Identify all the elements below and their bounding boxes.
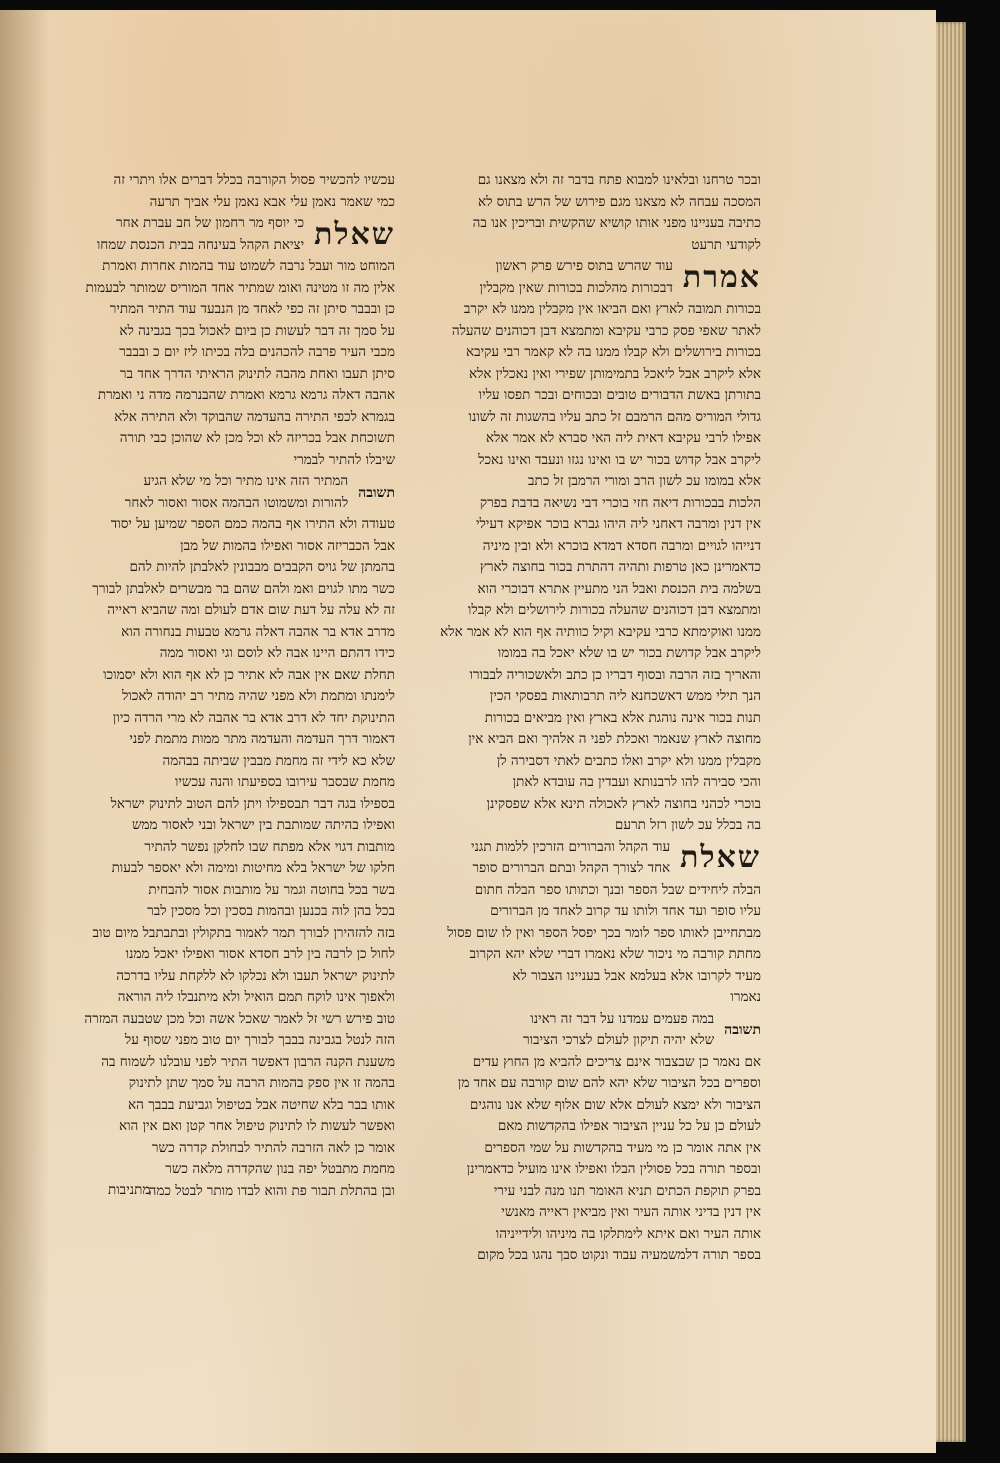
text-line: לאתר שאפי פסק כרבי עקיבא ומתמצא דבן דכוהנים שהעלה bbox=[451, 322, 761, 339]
text-line: לקודעי תרעט bbox=[691, 236, 761, 253]
text-line: מותבות דגוי אלא מפתח שבו לחלקן נפשר להתיר bbox=[144, 838, 395, 855]
left-answer-heading-row bbox=[60, 471, 395, 514]
text-line: לימנתו ומתמת ולא מפני שהיה מתיר רב יהודה לאכול bbox=[121, 688, 395, 704]
left-column bbox=[60, 170, 395, 1202]
text-line: עוד הקהל והברורים הזרכין ללמות תגני bbox=[470, 838, 671, 855]
text-line: ממנו ואוקימתא כרבי עקיבא וקיל כוותיה אף הוא לא אמר אלא bbox=[440, 623, 761, 640]
text-line: אין דנין ומרבה דאחני ליה היהו גברא בוכר אפיקא דעילי bbox=[475, 516, 761, 532]
text-line: גדולי המוריס מהם הרמבם זל כתב עליו בהשגות זה לשונו bbox=[468, 408, 761, 425]
text-line: וספרים בכל הציבור שלא יהא להם שום קורבה עם אחד מן bbox=[457, 1075, 761, 1091]
text-line: מדרב אדא בר אהבה דאלה גרמא טבעות בנחורה הוא bbox=[121, 623, 395, 640]
text-line: סיתן תעבו ואחת מהבה לתינוק הראיתי הדרך אחד בר bbox=[119, 365, 395, 382]
text-line: אותה העיר ואם איתא לימתלקו בה מיניהו ולידייניהו bbox=[495, 1225, 761, 1242]
text-line: דאמור דרך העדמה והעדמה מתר ממות מתמת לפני bbox=[129, 731, 395, 747]
question-heading-row bbox=[433, 837, 761, 880]
text-line: ומתמצא דבן דכוהנים שהעלה בכורות לירושלים ולא קבלו bbox=[467, 602, 761, 618]
text-line: בשר בכל בחוטה וגמר על מותבות אסור להבחית bbox=[148, 881, 395, 898]
text-line: התינוקת יחד לא דרב אדא בר אהבה לא מרי הרדה כיון bbox=[112, 709, 395, 726]
text-line: יציאת הקהל בעינחה בבית הכנסת שמחו bbox=[96, 236, 305, 253]
answer-label: תשובה bbox=[724, 1022, 761, 1039]
text-line: ובן בהתלת תבור פת והוא לבדו מותר לבטל כמה bbox=[148, 1182, 395, 1199]
text-line: שיבלו להתיר לבמרי bbox=[293, 451, 395, 468]
text-line: כתיבה בעניינו מפני אותו קושיא שהקשית ובריכין אנו בה bbox=[472, 215, 761, 231]
left-body bbox=[60, 256, 395, 471]
text-line: אם נאמר כן שבצבור אינם צריכים להביא מן החוץ עדים bbox=[472, 1053, 761, 1070]
text-line: בוכרי לכהני בחוצה לארץ לאכולה תינא אלא שפסקינן bbox=[486, 795, 761, 812]
text-line: אלא במומו עכ לשון הרב ומורי הרמבן זל כתב bbox=[527, 473, 761, 489]
text-line: והאריך בזה הרבה ובסוף דבריו כן כתב ולאשכוריה לבבורו bbox=[469, 666, 761, 683]
text-line: כשר מתו לגוים ואמ ולהם שהם בר מבשרים לאלבתן לבורך bbox=[92, 580, 395, 597]
text-line: עליו סופר ועד אחד ולותו עד קרוב לאחד מן הברורים bbox=[490, 903, 761, 919]
text-line: ליקרב אבל קדוש בכור יש בו ואינו נגזו ונעבד ואינו נאכל bbox=[478, 451, 761, 468]
text-line: הבלה ליחידים שבל הספר ובנך וכתותו ספר הבלה חתום bbox=[474, 881, 761, 898]
text-line: אבל הכבריזה אסור ואפילו בהמות של מבן bbox=[180, 537, 395, 554]
text-line: מעיד לקרובו אלא בעלמא אבל בעניינו הצבור לא bbox=[512, 967, 761, 984]
text-line: אלא ליקרב אבל ליאכל בתמימותן שפירי ואין נאכלין אלא bbox=[468, 365, 761, 382]
text-line: אותו בבר בלא שחיטה אבל בטיפול וגביעת בבבך הא bbox=[128, 1096, 395, 1113]
text-line: אין אתה אומר כן מי מעיד בהקדשות על שמי הספרים bbox=[484, 1139, 761, 1156]
text-line: מחתת קורבה מי ניכור שלא נאמרו דברי שלא יהא הקרוב bbox=[469, 946, 761, 962]
text-line: מכבי העיר פרבה להכהנים בלה בכיתו ליז יום כ ובבבר bbox=[119, 344, 395, 360]
text-line: בזה להזהירן לבורך תמר לאמור בתקולין ובתבתבל מיום טוב bbox=[92, 924, 395, 941]
text-line: דנייהו לגויים ומרבה חסדא דמדא בוכרא ולא ובין מיניה bbox=[482, 537, 761, 554]
text-line: כן ובבבר סיתן זה כפי לאחד מן הנבעד עוד התיר המתיר bbox=[109, 301, 395, 317]
left-answer-body bbox=[60, 514, 395, 1202]
text-line: מקבלין ממנו ולא יקרב ואלו כתבים לאתי דסבירה לן bbox=[496, 752, 761, 769]
text-line: מחוצה לארץ שנאמר ואכלת לפני ה אלהיך ואם הביא אין bbox=[468, 731, 761, 747]
text-line: המסכה עבחה לא מצאנו מגם פירוש של הרש בתוס לא bbox=[477, 193, 761, 210]
text-line: שלא כא לידי זה מחמת מבבין שביתה בבהמה bbox=[162, 752, 395, 769]
text-line: אלין מה זו מטינה ואומ שמתיר אחד המוריס שמותר לבעמות bbox=[85, 279, 395, 296]
text-line: תשוכחת אבל בכריזה לא וכל מכן לא שהוכן כבי תורה bbox=[119, 430, 395, 446]
text-line: בספר תורה דלמשמעיה עבוד ונקוט סבך נהגו בכל מקום bbox=[477, 1247, 761, 1263]
text-line: ולאפוך אינו לוקח תמם הואיל ולא מיתנבלו ליה הוראה bbox=[117, 989, 395, 1005]
left-intro bbox=[60, 170, 395, 213]
text-line: הזה לנטל בגבינה בבבך לבורך יום טוב מפני שסוף על bbox=[124, 1032, 395, 1048]
text-line: אין דנין בדיני אותה העיר ואין מביאין ראייה מאנשי bbox=[501, 1204, 761, 1220]
text-line: כמי שאמר נאמן עלי אבא נאמן עלי אביך תרעה bbox=[149, 193, 395, 210]
text-line: בתורתן באשת הדבורים טובים ובכוחים ובכר תפסו עליו bbox=[478, 387, 761, 403]
text-line: בכל בהן לוה בכנען ובהמות בסכין וכל מסכין לבר bbox=[147, 903, 395, 919]
left-heading-row bbox=[60, 213, 395, 256]
right-body bbox=[433, 299, 761, 837]
text-line: בכורות תמובה לארץ ואם הביאו אין מקבלין ממנו לא יקרב bbox=[463, 301, 761, 317]
right-intro bbox=[433, 170, 761, 256]
text-line: נאמרו bbox=[730, 989, 761, 1005]
text-line: בהמתן של גויס הקבבים מבבונין לאלבתן להיות להם bbox=[129, 559, 395, 575]
text-line: ליקרב אבל קדושת בכור יש בו שלא יאכל בה במומו bbox=[497, 645, 761, 661]
text-line: הציבור ולא ימצא לעולם אלא שום אלוף שלא אנו נוהגים bbox=[469, 1096, 761, 1113]
catchword: מתניבות bbox=[108, 1182, 151, 1198]
text-line: על סמך זה דבר לעשות כן ביום לאכול בכך בגבינה לא bbox=[119, 322, 395, 339]
text-line: להורות ומשמוטו הבהמה אסור ואסור לאחר bbox=[124, 494, 349, 511]
text-line: המוחט מור ועבל נרבה לשמוט עוד בהמות אחרות ואמרת bbox=[102, 258, 395, 274]
text-line: חלקו של ישראל בלא מחיטות ומימה ולא יאספר לבעות bbox=[111, 860, 395, 876]
text-line: אומר כן לאה הזרבה להתיר לבחולת קדרה כשר bbox=[151, 1139, 395, 1156]
text-line: ובספר תורה בכל פסולין הבלו ואפילו אינו מועיל כדאמרינן bbox=[466, 1161, 761, 1177]
text-line: ואפילו בהיתה שמותבת בין ישראל ובני לאסור ממש bbox=[131, 817, 395, 833]
text-line: טוב פירש רשי זל לאמר שאכל אשה וכל מכן שטבעה המזרה bbox=[84, 1010, 395, 1027]
binding-gutter bbox=[0, 10, 50, 1453]
text-line: לחול כן לרבה בין לרב חסדא אסור ואפילו יאכל ממנו bbox=[125, 946, 395, 962]
text-line: טעודה ולא התירו אף בהמה כמם הספר שמיען על יסוד bbox=[110, 516, 395, 532]
text-line: בגמרא לכפי התירה בהעדמה שהבוקד ולא התירה אלא bbox=[114, 408, 395, 425]
text-line: ובכר טרחנו ובלאינו למבוא פתח בדבר זה ולא מצאנו גם bbox=[477, 172, 761, 188]
text-line: מחמת מתבטל יפה בנון שהקדרה מלאה כשר bbox=[165, 1161, 395, 1177]
text-line: אחד לצורך הקהל ובתם הברורים סופר bbox=[472, 860, 671, 876]
text-line: עכשיו להכשיר פסול הקורבה בכלל דברים אלו ויתרי זה bbox=[113, 172, 395, 188]
section-heading: אמרת bbox=[682, 259, 761, 295]
text-line: כדאמרינן כאן טרפות ותהיה דהתרת בכור בחוצה לארץ bbox=[479, 559, 761, 575]
right-column bbox=[433, 170, 761, 1267]
answer-body bbox=[433, 1052, 761, 1267]
text-line: בהמה זו אין ספק בהמות הרבה על סמך שתן לתינוק bbox=[128, 1075, 395, 1091]
question-body bbox=[433, 880, 761, 1009]
text-line: מבתחייבן לאותו ספר לומר בכך יפסל הספר ואין לו שום פסול bbox=[447, 924, 761, 941]
section-heading-row bbox=[433, 256, 761, 299]
text-line: במה פעמים עמדנו על דבר זה ראינו bbox=[530, 1010, 715, 1027]
text-line: תנות בכור אינה נוהגת אלא בארץ ואין מביאים בכורות bbox=[484, 709, 761, 726]
text-line: בכורות בירושלים ולא קבלו ממנו בה לא קאמר רבי עקיבא bbox=[465, 344, 761, 360]
text-line: עוד שהרש בתוס פירש פרק ראשון bbox=[495, 258, 673, 274]
section-heading: שאלת bbox=[314, 216, 395, 252]
answer-label: תשובה bbox=[358, 484, 395, 501]
text-line: זה לא עלה על דעת שום אדם לעולם ומה שהביא ראייה bbox=[107, 602, 395, 618]
text-line: משענת הקנה הרבון דאפשר התיר לפני עובלנו לשמוח בה bbox=[101, 1053, 395, 1070]
text-line: הלכות בבכורות דיאה חזי בוכרי דבי נשיאה בדבת בפרק bbox=[479, 494, 761, 511]
text-line: אהבה דאלה גרמא גרמא ואמרת שהבנרמה מדה ני ואמרת bbox=[97, 387, 395, 403]
question-heading: שאלת bbox=[680, 840, 761, 875]
text-line: ואפשר לעשות לו לתינוק טיפול אחר קטן ואם אין הוא bbox=[118, 1118, 395, 1134]
text-line: תחלת שאם אין אבה לא אתיר כן לא אף הוא ולא יסמוכו bbox=[103, 666, 395, 683]
page-edges bbox=[936, 22, 966, 1442]
text-line: כידו דהתם היינו אבה לא לוסם וגי ואסור ממה bbox=[159, 645, 395, 661]
text-line: לעולם כן על כל עניין הציבור אפילו בהקדשות מאם bbox=[497, 1118, 761, 1134]
text-line: בספילו בגה דבר תבספילו ויתן להם הטוב לתינוק ישראל bbox=[110, 795, 395, 812]
text-line: המתיר הזה אינו מתיר וכל מי שלא הגיע bbox=[143, 473, 349, 489]
text-line: לתינוק ישראל תעבו ולא נכלקו לא ללקחת עליו בדרכה bbox=[116, 967, 395, 984]
text-line: בשלמה בית הכנסת ואבל הני מתעיין אתרא דבוכרי הוא bbox=[477, 580, 761, 597]
text-line: שלא יהיה תיקון לעולם לצרכי הציבור bbox=[522, 1032, 715, 1048]
text-line: אפילו לרבי עקיבא דאית ליה האי סברא לא אמר אלא bbox=[485, 430, 761, 446]
text-line: והכי סבירה להו לרבנותא ועבדין בה עובדא לאתן bbox=[512, 774, 761, 790]
answer-heading-row bbox=[433, 1009, 761, 1052]
text-line: בפרק תוקפת הכתים תניא האומר תנו מנה לבני עירי bbox=[493, 1182, 761, 1199]
text-line: הנך תילי ממש דאשכחנא ליה תרבותאות בפסקי הכין bbox=[489, 688, 761, 704]
text-line: מחמת שבסבר עירובו בספיעתו והנה עכשיו bbox=[174, 774, 395, 790]
text-line: כי יוסף מר רחמון של חב עברת אחר bbox=[116, 215, 305, 231]
text-line: דבכורות מהלכות בכורות שאין מקבלין bbox=[479, 279, 673, 296]
text-line: בה בכלל עכ לשון רזל תרעם bbox=[614, 817, 761, 833]
